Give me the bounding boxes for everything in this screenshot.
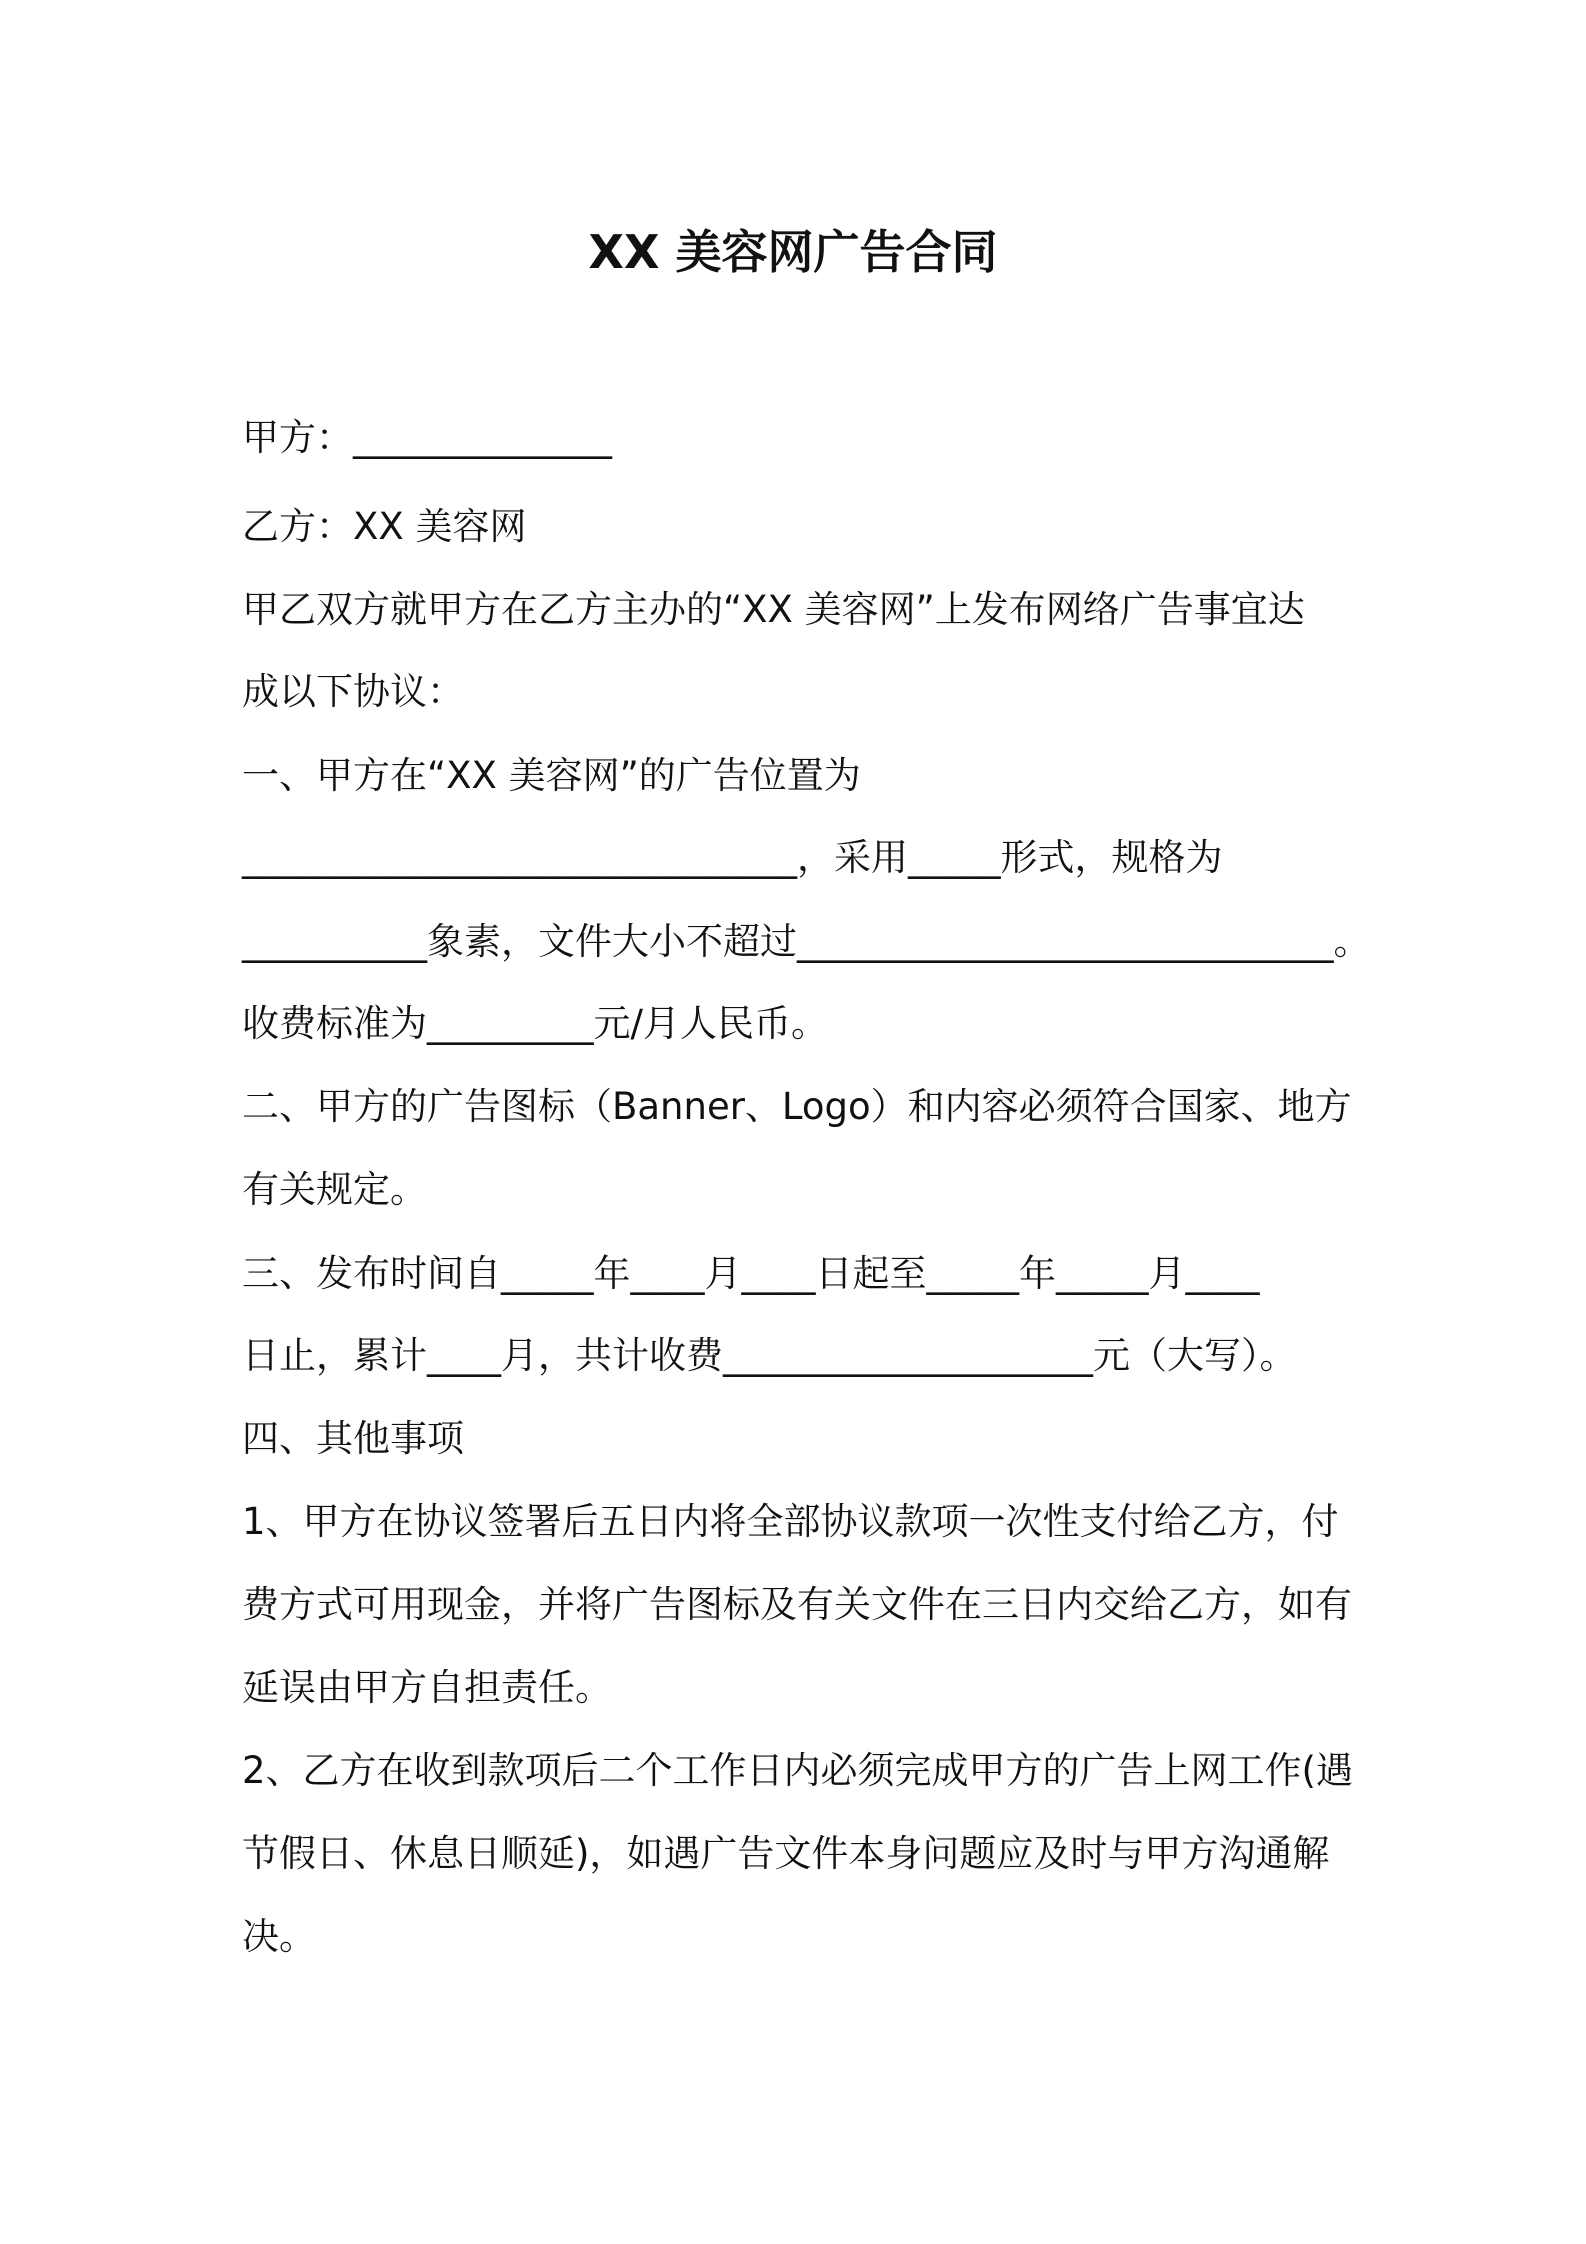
- preamble-line-2: 成以下协议：: [242, 670, 464, 713]
- clause-1-line-4: 收费标准为_________元/月人民币。: [242, 1002, 828, 1045]
- clause-1-line-3: __________象素，文件大小不超过_____________________________。: [242, 920, 1371, 963]
- clause-4-item-1-line-3: 延误由甲方自担责任。: [242, 1666, 612, 1709]
- document-title: XX 美容网广告合同: [588, 225, 998, 279]
- clause-3-line-2: 日止，累计____月，共计收费____________________元（大写）。: [242, 1334, 1297, 1377]
- preamble-line-1: 甲乙双方就甲方在乙方主办的“XX 美容网”上发布网络广告事宜达: [242, 588, 1305, 631]
- clause-4-item-2-line-3: 决。: [242, 1915, 316, 1958]
- clause-4-item-2-line-2: 节假日、休息日顺延)，如遇广告文件本身问题应及时与甲方沟通解: [242, 1832, 1330, 1875]
- clause-3-line-1: 三、发布时间自_____年____月____日起至_____年_____月____: [242, 1252, 1260, 1295]
- clause-2-line-2: 有关规定。: [242, 1168, 427, 1211]
- clause-4-heading: 四、其他事项: [242, 1417, 464, 1460]
- clause-4-item-1-line-1: 1、甲方在协议签署后五日内将全部协议款项一次性支付给乙方，付: [242, 1500, 1339, 1543]
- party-a-line: 甲方：______________: [242, 416, 612, 459]
- clause-2-line-1: 二、甲方的广告图标（Banner、Logo）和内容必须符合国家、地方: [242, 1085, 1352, 1128]
- clause-1-line-2: ______________________________，采用_____形式，规格为: [242, 836, 1223, 879]
- party-b-line: 乙方：XX 美容网: [242, 505, 527, 548]
- clause-4-item-1-line-2: 费方式可用现金，并将广告图标及有关文件在三日内交给乙方，如有: [242, 1583, 1352, 1626]
- clause-4-item-2-line-1: 2、乙方在收到款项后二个工作日内必须完成甲方的广告上网工作(遇: [242, 1749, 1353, 1792]
- clause-1-line-1: 一、甲方在“XX 美容网”的广告位置为: [242, 754, 861, 797]
